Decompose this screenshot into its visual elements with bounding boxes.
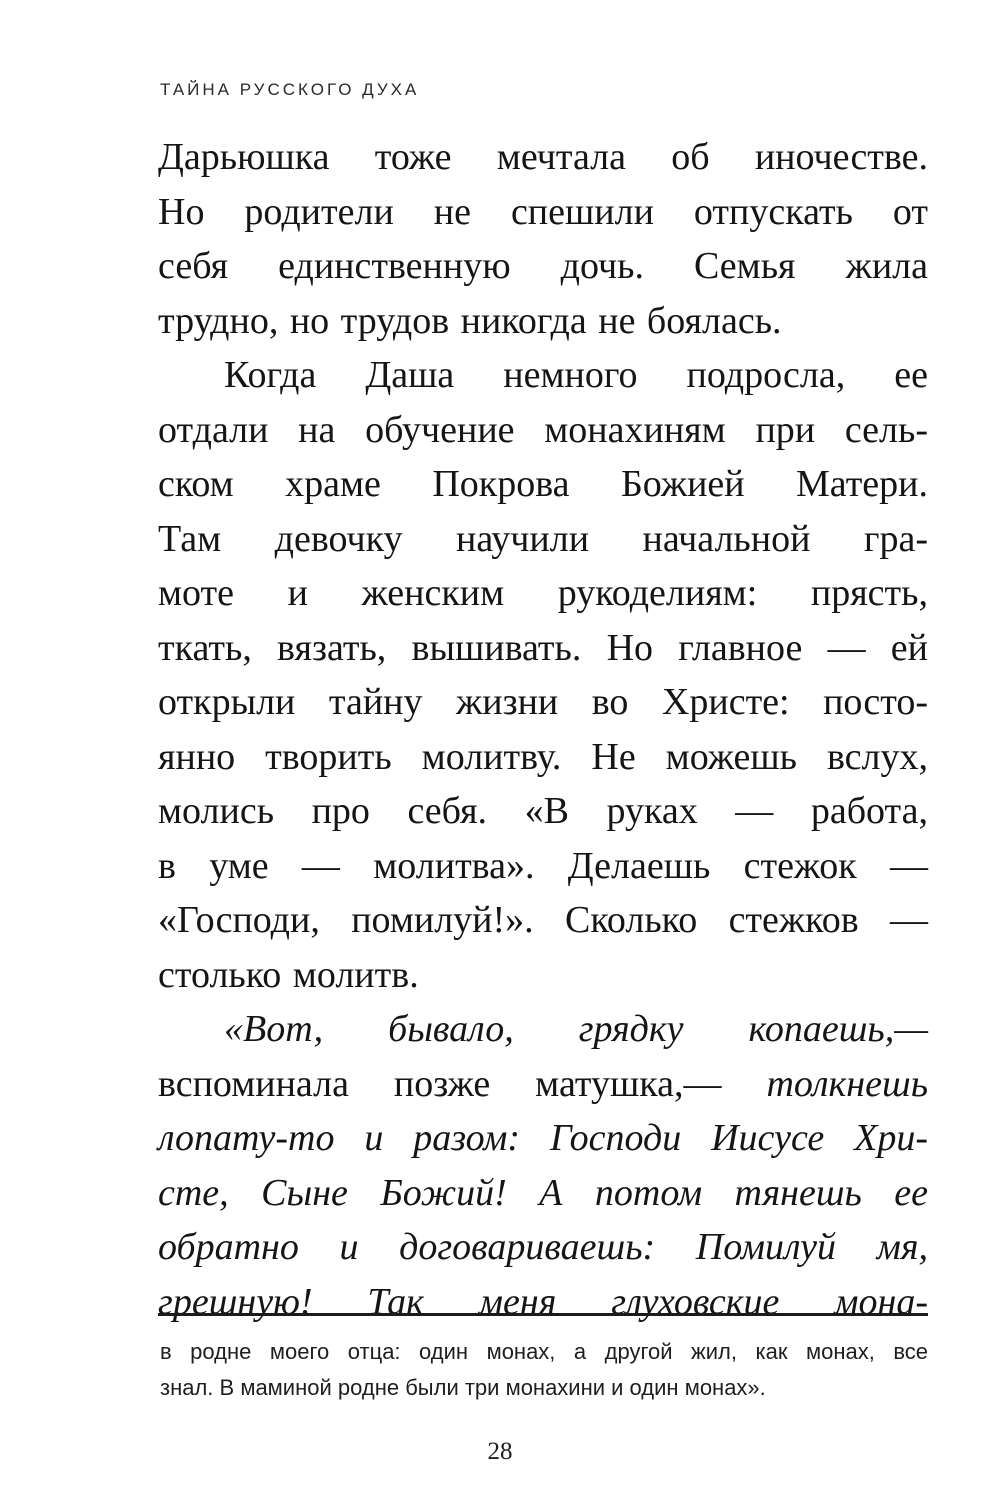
quote-line: обратно и договариваешь: Помилуй мя, bbox=[158, 1226, 928, 1268]
text-line: янно творить молитву. Не можешь вслух, bbox=[158, 735, 928, 778]
text-line: Там девочку научили начальной гра- bbox=[158, 517, 928, 560]
quote-line: «Вот, бывало, грядку копаешь,— bbox=[224, 1008, 928, 1050]
text-line: ском храме Покрова Божией Матери. bbox=[158, 463, 928, 505]
text-line: открыли тайну жизни во Христе: посто- bbox=[158, 681, 928, 723]
quote-line: лопату-то и разом: Господи Иисусе Хри- bbox=[158, 1117, 928, 1159]
quote-line: грешную! Так меня глуховские мона- bbox=[158, 1280, 928, 1323]
main-text bbox=[158, 130, 928, 1329]
text-line: Но родители не спешили отпускать от bbox=[158, 190, 928, 233]
quote-italic-fragment: толкнешь bbox=[766, 1062, 928, 1105]
text-line: столько молитв. bbox=[158, 953, 419, 996]
text-line: молись про себя. «В руках — работа, bbox=[158, 790, 928, 832]
footnote-divider bbox=[158, 1313, 928, 1316]
text-line: себя единственную дочь. Семья жила bbox=[158, 245, 928, 287]
quote-line: сте, Сыне Божий! А потом тянешь ее bbox=[158, 1171, 928, 1214]
text-line: в уме — молитва». Делаешь стежок — bbox=[158, 844, 928, 887]
text-line: моте и женским рукоделиям: прясть, bbox=[158, 572, 928, 614]
text-line: отдали на обучение монахиням при сель- bbox=[158, 408, 928, 451]
page-number: 28 bbox=[487, 1438, 513, 1465]
text-line: трудно, но трудов никогда не боялась. bbox=[158, 299, 782, 342]
footnote-line: в родне моего отца: один монах, а другой жил, как монах, все bbox=[160, 1339, 928, 1364]
footnote-line: знал. В маминой родне были три монахини и один монах». bbox=[160, 1375, 766, 1400]
text-line: «Господи, помилуй!». Сколько стежков — bbox=[158, 899, 928, 941]
text-line: ткать, вязать, вышивать. Но главное — ей bbox=[158, 626, 928, 669]
text-line: Дарьюшка тоже мечтала об иночестве. bbox=[158, 136, 928, 178]
footnote bbox=[160, 1334, 928, 1406]
quote-line bbox=[158, 1057, 928, 1112]
text-line: Когда Даша немного подросла, ее bbox=[224, 354, 928, 396]
quote-attribution: вспоминала позже матушка,— bbox=[158, 1062, 767, 1105]
running-head: ТАЙНА РУССКОГО ДУХА bbox=[160, 80, 420, 99]
